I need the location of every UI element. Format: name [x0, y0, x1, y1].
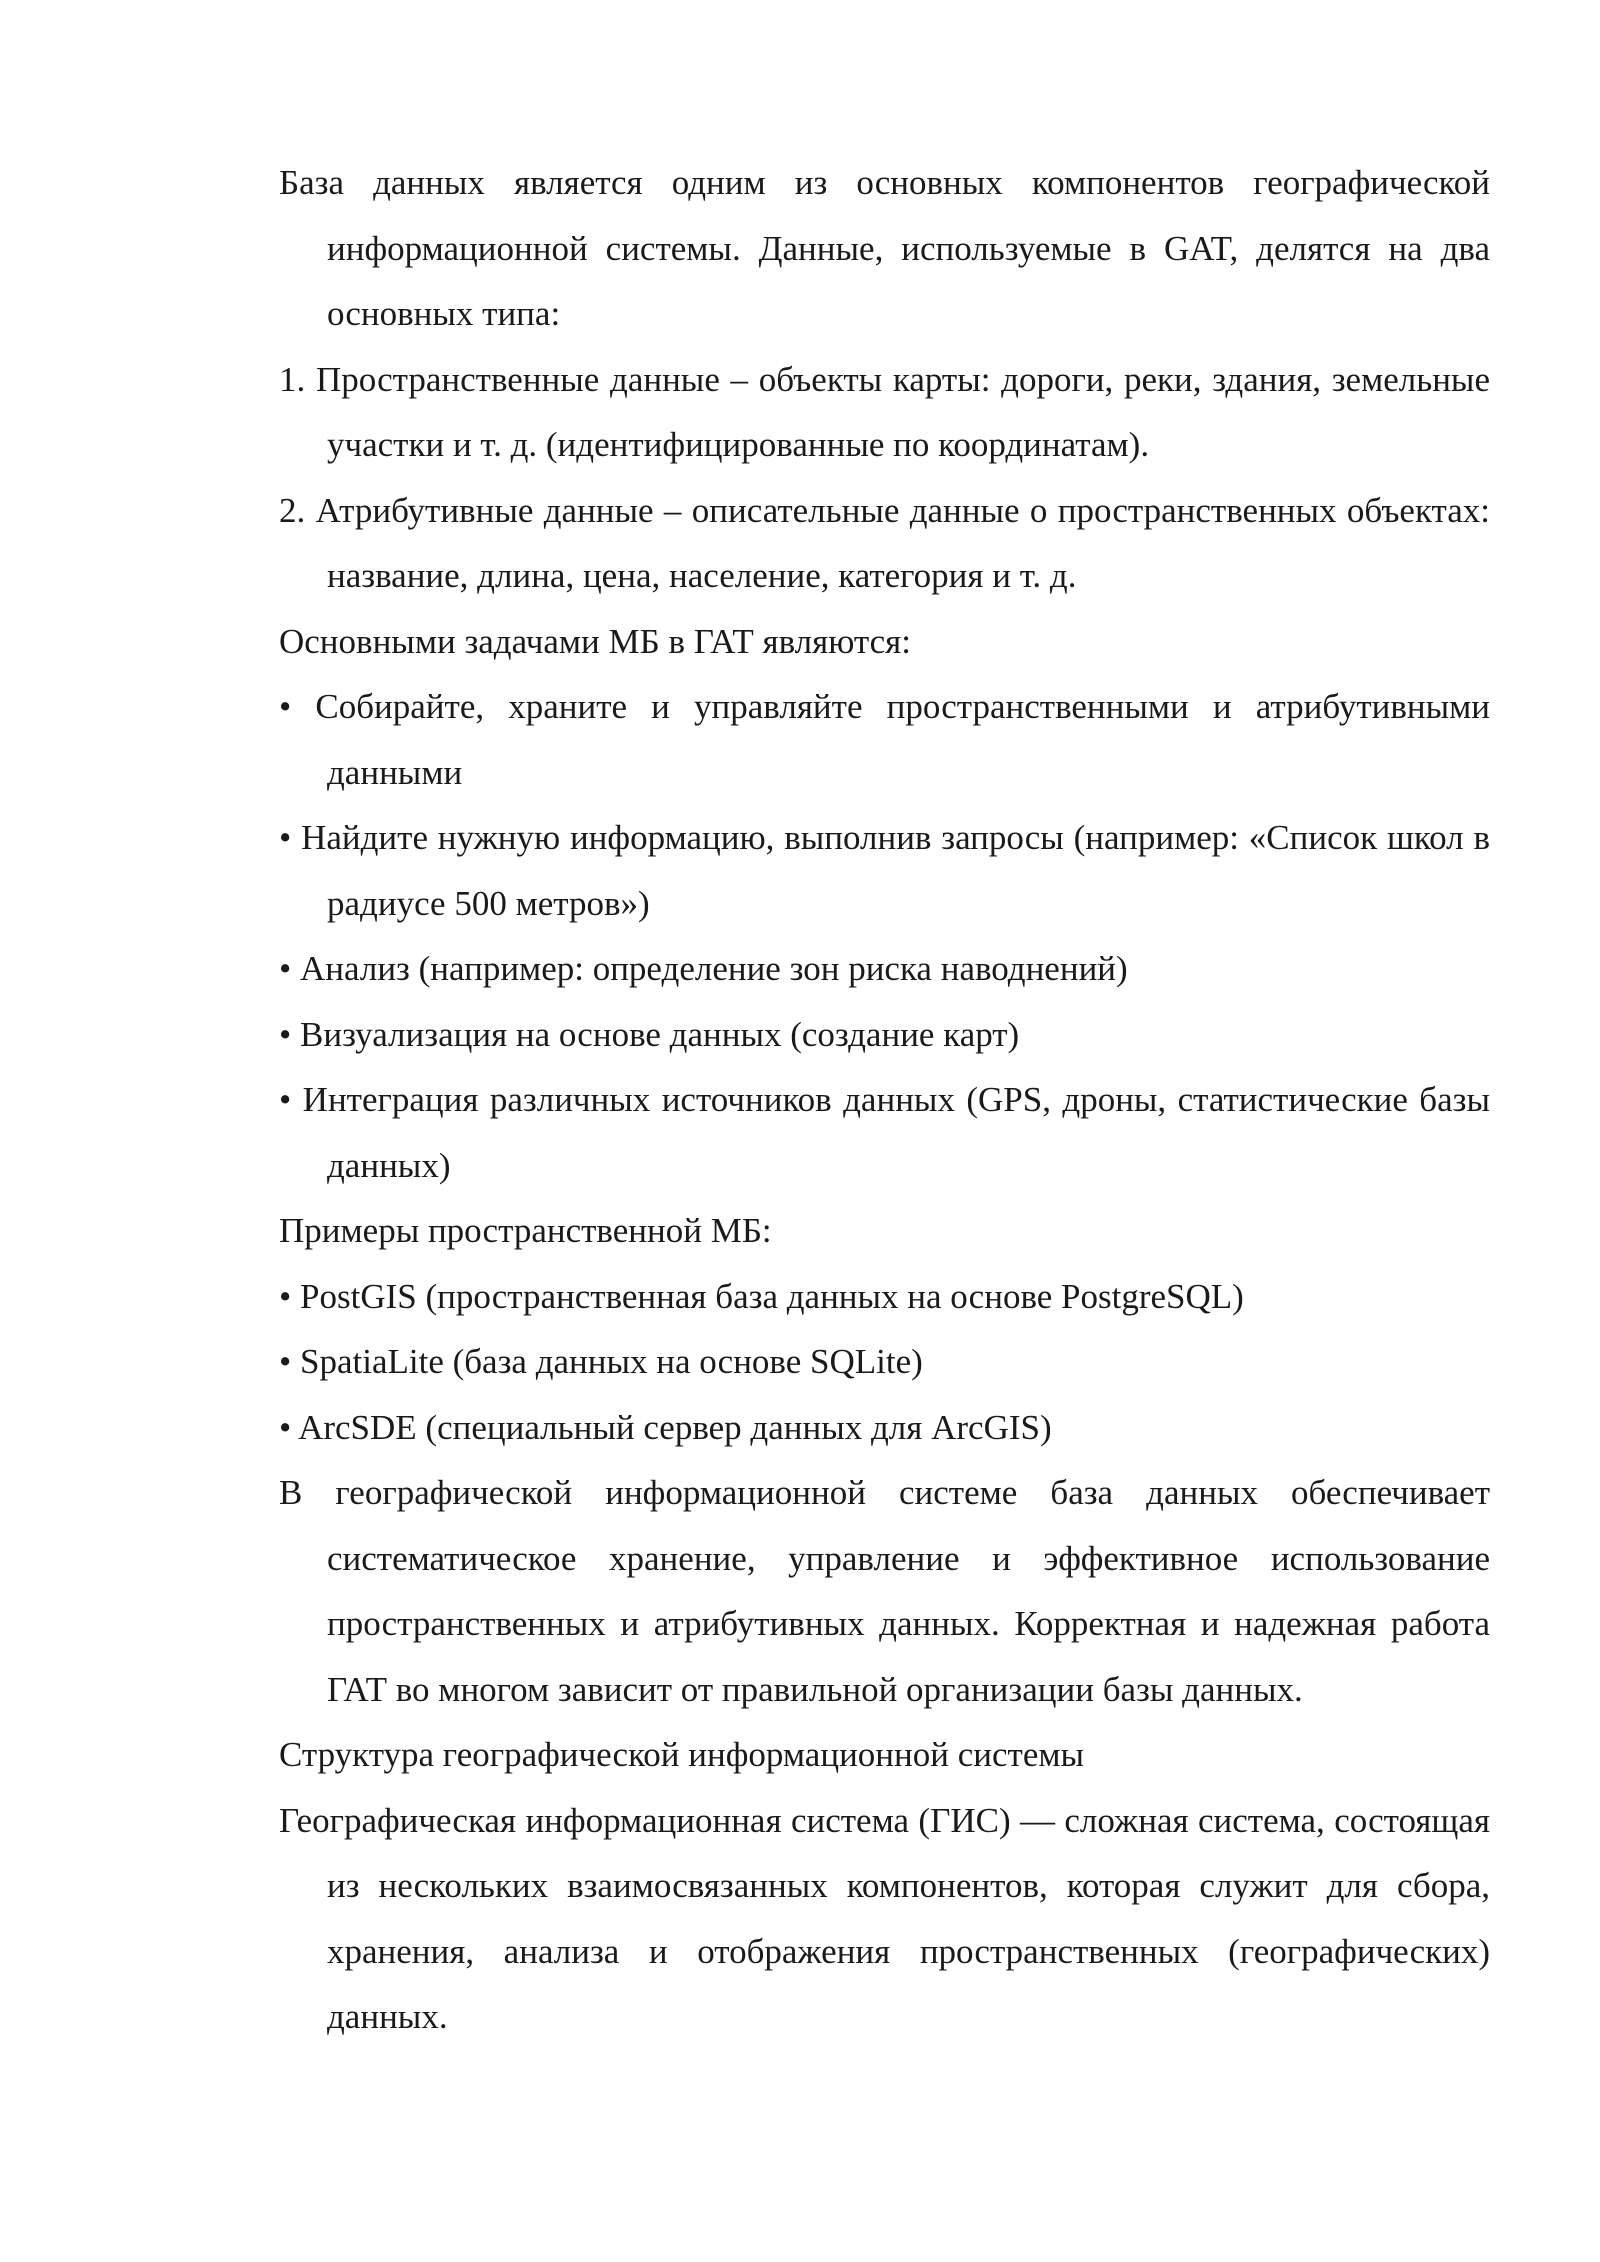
intro-paragraph: База данных является одним из основных компонентов географической информационной системы. Данные, используемые в GAT, делятся на два основных типа: [279, 163, 1490, 333]
section-heading-structure: Структура географической информационной системы [279, 1735, 1085, 1774]
list-item-spatial-data: 1. Пространственные данные – объекты карты: дороги, реки, здания, земельные участки и т. д. (идентифицированные по координатам). [279, 359, 1490, 464]
bullet-item-visualization: • Визуализация на основе данных (создание карт) [279, 1014, 1020, 1054]
bullet-item-spatialite: • SpatiaLite (база данных на основе SQLite) [279, 1342, 923, 1381]
examples-heading: Примеры пространственной МБ: [279, 1211, 772, 1250]
tasks-heading: Основными задачами МБ в ГАТ являются: [279, 621, 911, 661]
bullet-item-collect: • Собирайте, храните и управляйте пространственными и атрибутивными данными [279, 687, 1490, 792]
bullet-item-postgis: • PostGIS (пространственная база данных на основе PostgreSQL) [279, 1276, 1244, 1316]
document-page [279, 150, 1490, 2050]
bullet-item-analysis: • Анализ (например: определение зон риска наводнений) [279, 949, 1128, 988]
summary-paragraph: В географической информационной системе база данных обеспечивает систематическое хранение, управление и эффективное использование пространственных и атрибутивных данных. Корректная и надежная работа ГАТ во многом зависит от правильной организации базы данных. [279, 1473, 1490, 1709]
gis-definition-paragraph: Географическая информационная система (ГИС) — сложная система, состоящая из нескольких взаимосвязанных компонентов, которая служит для сбора, хранения, анализа и отображения пространственных (географических) данных. [279, 1800, 1490, 2036]
bullet-item-query: • Найдите нужную информацию, выполнив запросы (например: «Список школ в радиусе 500 метров») [279, 818, 1490, 923]
list-item-attribute-data: 2. Атрибутивные данные – описательные данные о пространственных объектах: название, длина, цена, население, категория и т. д. [279, 490, 1490, 595]
bullet-item-arcsde: • ArcSDE (специальный сервер данных для ArcGIS) [279, 1407, 1052, 1447]
bullet-item-integration: • Интеграция различных источников данных (GPS, дроны, статистические базы данных) [279, 1080, 1490, 1185]
